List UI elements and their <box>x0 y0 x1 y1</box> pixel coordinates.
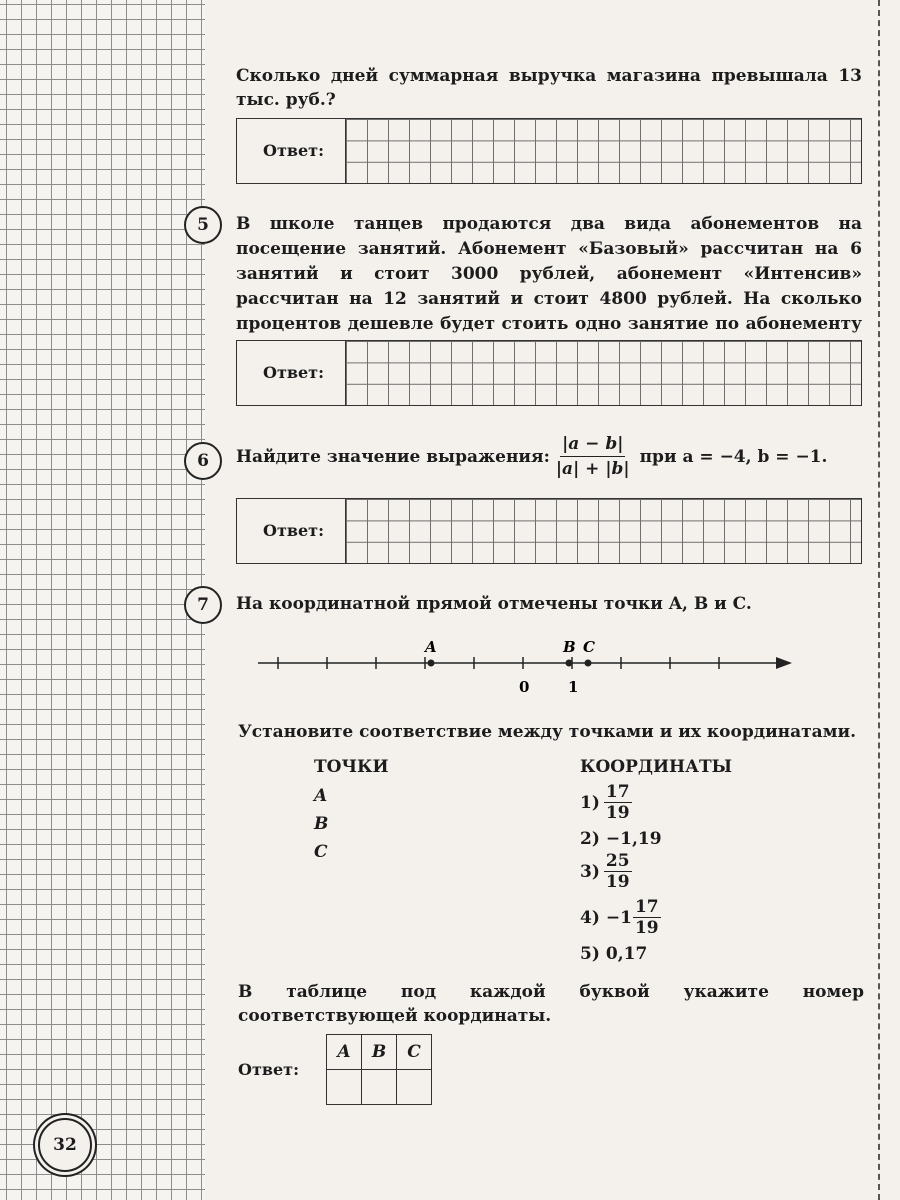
answer-table-input-row[interactable] <box>327 1070 432 1105</box>
q6-answer-box[interactable] <box>236 498 862 564</box>
q7-table-instruction: В таблице под каждой буквой укажите номер соответствующей координаты. <box>238 982 864 1026</box>
question-number-6: 6 <box>184 442 222 480</box>
point-B-dot <box>566 660 573 667</box>
point-A-dot <box>428 660 435 667</box>
q5-answer-box[interactable] <box>236 340 862 406</box>
label-C: C <box>583 638 595 656</box>
q5-question-text: В школе танцев продаются два вида абонементов на посещение занятий. Абонемент «Базовый» рассчитан на 6 занятий и стоит 3000 рублей, абонемент «Интенсив» рассчитан на 12 занятий и стоит 4800 рублей. На сколько процентов дешевле будет стоить одно занятие по абонементу <box>236 214 862 334</box>
answer-grid[interactable] <box>345 499 861 563</box>
answer-table-header-A: A <box>327 1035 362 1070</box>
answer-table-header-B: B <box>362 1035 397 1070</box>
label-B: B <box>563 638 576 656</box>
point-C-dot <box>585 660 592 667</box>
coord-option-2 <box>580 829 662 849</box>
coord-denominator: 19 <box>634 918 659 938</box>
coord-value: −1,19 <box>605 829 662 849</box>
answer-cell-C[interactable] <box>397 1070 432 1105</box>
q6-tail: при a = −4, b = −1. <box>639 446 828 467</box>
coord-fraction <box>604 851 632 892</box>
answer-table-header-C: C <box>397 1035 432 1070</box>
coord-number: 3) <box>580 861 600 882</box>
answer-grid[interactable] <box>345 341 861 405</box>
answer-table-header-row <box>327 1035 432 1070</box>
coord-number: 1) <box>580 792 600 813</box>
number-line <box>0 636 900 696</box>
q7-answer-label: Ответ: <box>238 1060 299 1079</box>
coords-header: КООРДИНАТЫ <box>580 757 733 777</box>
coord-numerator: 17 <box>634 897 659 917</box>
q4-answer-box[interactable] <box>236 118 862 184</box>
coord-number: 5) <box>580 944 600 964</box>
answer-cell-B[interactable] <box>362 1070 397 1105</box>
number-line-arrow-icon <box>776 657 792 669</box>
coord-number: 4) <box>580 907 600 928</box>
coord-fraction <box>633 897 661 938</box>
label-zero: 0 <box>519 678 530 696</box>
points-header: ТОЧКИ <box>314 757 389 777</box>
cut-line <box>878 0 880 1200</box>
q7-question-text: На координатной прямой отмечены точки A, B и C. <box>236 594 752 614</box>
q6-expression <box>554 432 632 481</box>
coord-option-4 <box>580 897 665 938</box>
coord-option-1 <box>580 782 636 823</box>
coord-whole: −1 <box>605 907 632 928</box>
coord-fraction <box>604 782 632 823</box>
q7-instruction: Установите соответствие между точками и их координатами. <box>238 722 856 742</box>
answer-grid[interactable] <box>345 119 861 183</box>
q6-lead: Найдите значение выражения: <box>236 446 550 467</box>
coord-number: 2) <box>580 829 600 849</box>
coord-numerator: 17 <box>605 782 630 802</box>
coord-denominator: 19 <box>605 872 630 892</box>
answer-label: Ответ: <box>263 141 324 160</box>
page-number: 32 <box>38 1118 92 1172</box>
answer-cell-A[interactable] <box>327 1070 362 1105</box>
coord-denominator: 19 <box>605 803 630 823</box>
point-C: C <box>314 842 328 862</box>
point-A: A <box>314 786 328 806</box>
q6-denominator: |a| + |b| <box>555 459 630 479</box>
coord-option-5 <box>580 944 647 964</box>
label-A: A <box>425 638 437 656</box>
question-number-7: 7 <box>184 586 222 624</box>
q6-question <box>236 432 862 481</box>
q4-question-tail: Сколько дней суммарная выручка магазина превышала 13 тыс. руб.? <box>236 66 862 110</box>
coord-option-3 <box>580 851 636 892</box>
coord-numerator: 25 <box>605 851 630 871</box>
coord-value: 0,17 <box>605 944 648 964</box>
question-number-5: 5 <box>184 206 222 244</box>
point-B: B <box>314 814 329 834</box>
q6-numerator: |a − b| <box>560 432 625 457</box>
answer-label: Ответ: <box>263 363 324 382</box>
margin-grid <box>0 0 205 1200</box>
q7-answer-table <box>326 1034 432 1105</box>
label-one: 1 <box>568 678 579 696</box>
answer-label: Ответ: <box>263 521 324 540</box>
